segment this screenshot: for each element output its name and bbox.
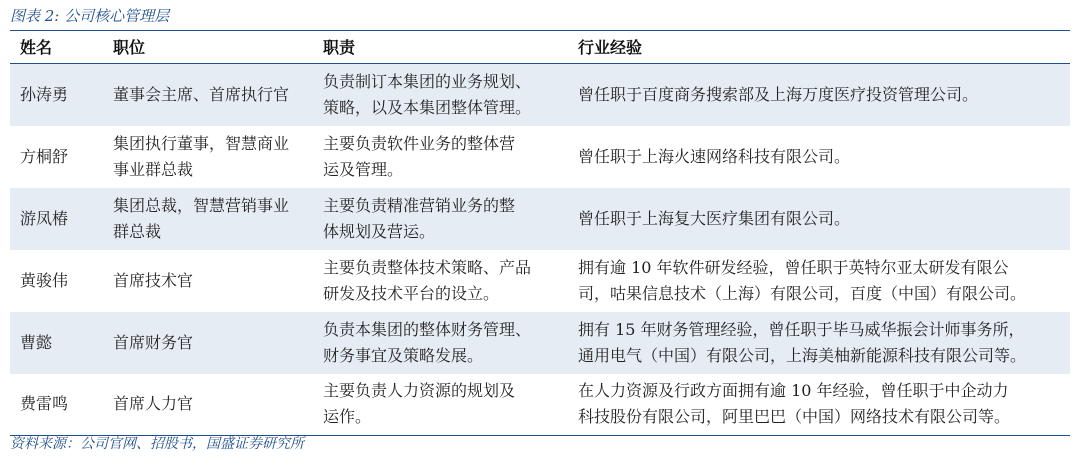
source-note: 资料来源：公司官网、招股书，国盛证券研究所 (10, 436, 304, 452)
table-row (10, 126, 1070, 188)
duty-cell (313, 250, 568, 312)
duty-cell (313, 312, 568, 374)
experience-line: 曾任职于上海复大医疗集团有限公司。 (578, 208, 851, 228)
experience-cell (568, 126, 1070, 188)
duty-line: 主要负责整体技术策略、产品 (323, 257, 532, 277)
person-name: 曹懿 (10, 312, 103, 374)
experience-cell (568, 312, 1070, 374)
duty-line: 负责本集团的整体财务管理、 (323, 319, 532, 339)
header-duty: 职责 (313, 33, 568, 64)
experience-line: 通用电气（中国）有限公司，上海美柚新能源科技有限公司等。 (578, 345, 1027, 365)
header-name: 姓名 (10, 33, 103, 64)
position-cell (103, 64, 313, 126)
duty-line: 主要负责精准营销业务的整 (323, 195, 516, 215)
duty-line: 运作。 (323, 407, 372, 427)
position-cell (103, 312, 313, 374)
person-name: 游凤椿 (10, 188, 103, 250)
person-name: 方桐舒 (20, 146, 69, 166)
experience-line: 司，咕果信息技术（上海）有限公司，百度（中国）有限公司。 (578, 283, 1027, 303)
person-name: 费雷鸣 (10, 374, 103, 436)
header-title: 职位 (103, 33, 313, 64)
caption-rule (10, 30, 1070, 31)
person-name: 孙涛勇 (10, 64, 103, 126)
table-row (10, 374, 1070, 436)
position-line: 群总裁 (113, 221, 162, 241)
table-header-row (10, 33, 1070, 64)
position-line: 首席财务官 (113, 332, 194, 352)
position-line: 集团总裁，智慧营销事业 (113, 195, 290, 215)
experience-line: 科技股份有限公司，阿里巴巴（中国）网络技术有限公司等。 (578, 407, 1011, 427)
duty-line: 主要负责软件业务的整体营 (323, 133, 516, 153)
table-row (10, 312, 1070, 374)
duty-line: 研发及技术平台的设立。 (323, 283, 500, 303)
position-line: 事业群总裁 (113, 159, 194, 179)
experience-cell (568, 250, 1070, 312)
management-table (10, 33, 1070, 436)
experience-line: 在人力资源及行政方面拥有逾 10 年经验，曾任职于中企动力 (578, 381, 1009, 401)
duty-line: 负责制订本集团的业务规划、 (323, 71, 532, 91)
duty-cell (313, 188, 568, 250)
experience-line: 曾任职于百度商务搜索部及上海万度医疗投资管理公司。 (578, 84, 979, 104)
position-line: 董事会主席、首席执行官 (113, 84, 290, 104)
header-experience: 行业经验 (568, 33, 1070, 64)
duty-line: 策略，以及本集团整体管理。 (323, 97, 532, 117)
duty-line: 主要负责人力资源的规划及 (323, 381, 516, 401)
position-cell (103, 126, 313, 188)
table-caption: 图表 2: 公司核心管理层 (10, 7, 170, 25)
table-row (10, 64, 1070, 126)
table-row (10, 250, 1070, 312)
position-line: 首席技术官 (113, 270, 194, 290)
experience-cell (568, 374, 1070, 436)
person-name: 黄骏伟 (20, 270, 69, 290)
duty-line: 财务事宜及策略发展。 (323, 345, 484, 365)
duty-line: 体规划及营运。 (323, 221, 436, 241)
position-line: 首席人力官 (113, 394, 194, 414)
duty-cell (313, 374, 568, 436)
experience-cell (568, 64, 1070, 126)
experience-line: 拥有 15 年财务管理经验，曾任职于毕马威华振会计师事务所， (578, 319, 1025, 339)
position-line: 集团执行董事，智慧商业 (113, 133, 290, 153)
duty-cell (313, 126, 568, 188)
experience-line: 曾任职于上海火速网络科技有限公司。 (578, 146, 851, 166)
position-cell (103, 250, 313, 312)
position-cell (103, 374, 313, 436)
experience-line: 拥有逾 10 年软件研发经验，曾任职于英特尔亚太研发有限公 (578, 257, 1009, 277)
duty-line: 运及管理。 (323, 159, 404, 179)
experience-cell (568, 188, 1070, 250)
table-row (10, 188, 1070, 250)
duty-cell (313, 64, 568, 126)
position-cell (103, 188, 313, 250)
